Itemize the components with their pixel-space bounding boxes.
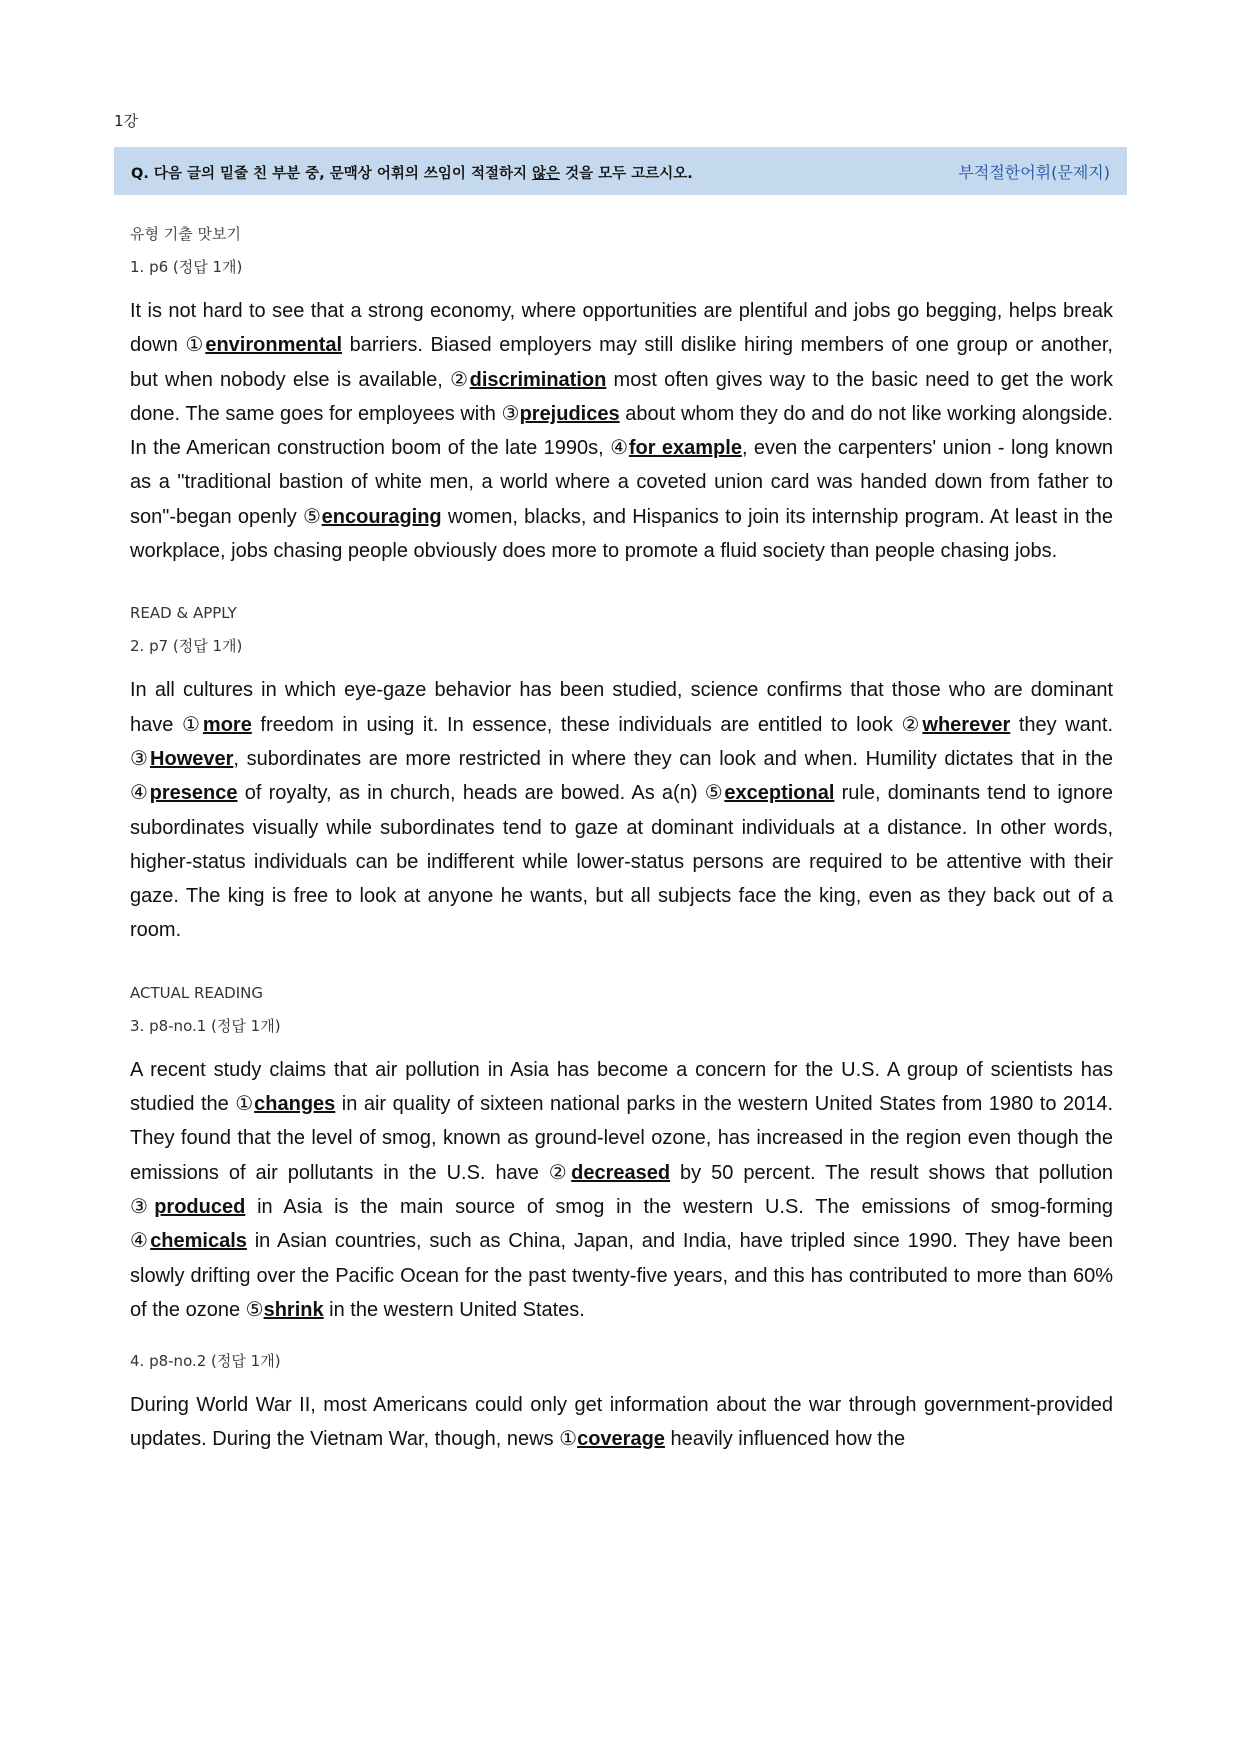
passage: During World War II, most Americans could only get information about the war through government-provided updates. During the Vietnam War, though, news ①coverage heavily influenced how the [130,1394,1113,1451]
question-label: 1. p6 (정답 1개) [130,258,243,276]
section-category: ACTUAL READING [130,983,263,1002]
content [130,222,1113,1457]
worksheet-type-tag: 부적절한어휘(문제지) [958,163,1110,182]
underlined-word: changes [254,1093,336,1116]
section-2 [130,601,1113,947]
underlined-word: prejudices [519,402,620,425]
passage: It is not hard to see that a strong economy, where opportunities are plentiful and jobs go begging, helps break down ①environmental barriers. Biased employers may still dislike hiring members of one group or another, but when nobody else is available, ②discrimination most often gives way to the basic need to get the work done. The same goes for employees with ③prejudices about whom they do and do not like working alongside. In the American construction boom of the late 1990s, ④for example, even the carpenters' union - long known as a "traditional bastion of white men, a world where a coveted union card was handed down from father to son"-began openly ⑤encouraging women, blacks, and Hispanics to join its internship program. At least in the workplace, jobs chasing people obviously does more to promote a fluid society than people chasing jobs. [130,300,1113,563]
underlined-word: wherever [922,713,1011,736]
section-category: 유형 기출 맛보기 [130,225,241,243]
section-3 [130,981,1113,1327]
underlined-word: However [150,747,234,770]
underlined-word: presence [149,782,238,805]
question-label: 2. p7 (정답 1개) [130,637,243,656]
question-label: 3. p8-no.1 (정답 1개) [130,1016,281,1035]
section-4 [130,1349,1113,1457]
underlined-word: more [202,713,252,736]
question-label: 4. p8-no.2 (정답 1개) [130,1352,281,1371]
question-instruction: Q. 다음 글의 밑줄 친 부분 중, 문맥상 어휘의 쓰임이 적절하지 않은 것을 모두 고르시오. [131,166,693,182]
underlined-word: decreased [571,1161,671,1184]
underlined-word: exceptional [724,782,835,805]
underlined-word: shrink [263,1298,324,1321]
section-category: READ & APPLY [130,604,237,623]
question-banner [114,147,1127,195]
underlined-word: for example [628,437,742,460]
underlined-word: encouraging [321,505,442,528]
underlined-word: discrimination [469,368,607,391]
underlined-word: 않은 [532,166,561,182]
section-1 [130,222,1113,568]
underlined-word: coverage [577,1428,665,1451]
passage: In all cultures in which eye-gaze behavior has been studied, science confirms that those who are dominant have ①more freedom in using it. In essence, these individuals are entitled to look ②wherever they want. ③However, subordinates are more restricted in where they can look and when. Humility dictates that in the ④presence of royalty, as in church, heads are bowed. As a(n) ⑤exceptional rule, dominants tend to ignore subordinates visually while subordinates tend to gaze at dominant individuals at a distance. In other words, higher-status individuals can be indifferent while lower-status persons are required to be attentive with their gaze. The king is free to look at anyone he wants, but all subjects face the king, even as they back out of a room. [130,679,1114,942]
underlined-word: chemicals [150,1230,247,1253]
lesson-label: 1강 [114,112,139,130]
passage: A recent study claims that air pollution in Asia has become a concern for the U.S. A group of scientists has studied the ①changes in air quality of sixteen national parks in the western United States from 1980 to 2014. They found that the level of smog, known as ground-level ozone, has increased in the region even though the emissions of air pollutants in the U.S. have ②decreased by 50 percent. The result shows that pollution ③produced in Asia is the main source of smog in the western U.S. The emissions of smog-forming ④chemicals in Asian countries, such as China, Japan, and India, have tripled since 1990. They have been slowly drifting over the Pacific Ocean for the past twenty-five years, and this has contributed to more than 60% of the ozone ⑤shrink in the western United States. [130,1058,1114,1321]
underlined-word: environmental [205,334,343,357]
underlined-word: produced [154,1195,246,1218]
